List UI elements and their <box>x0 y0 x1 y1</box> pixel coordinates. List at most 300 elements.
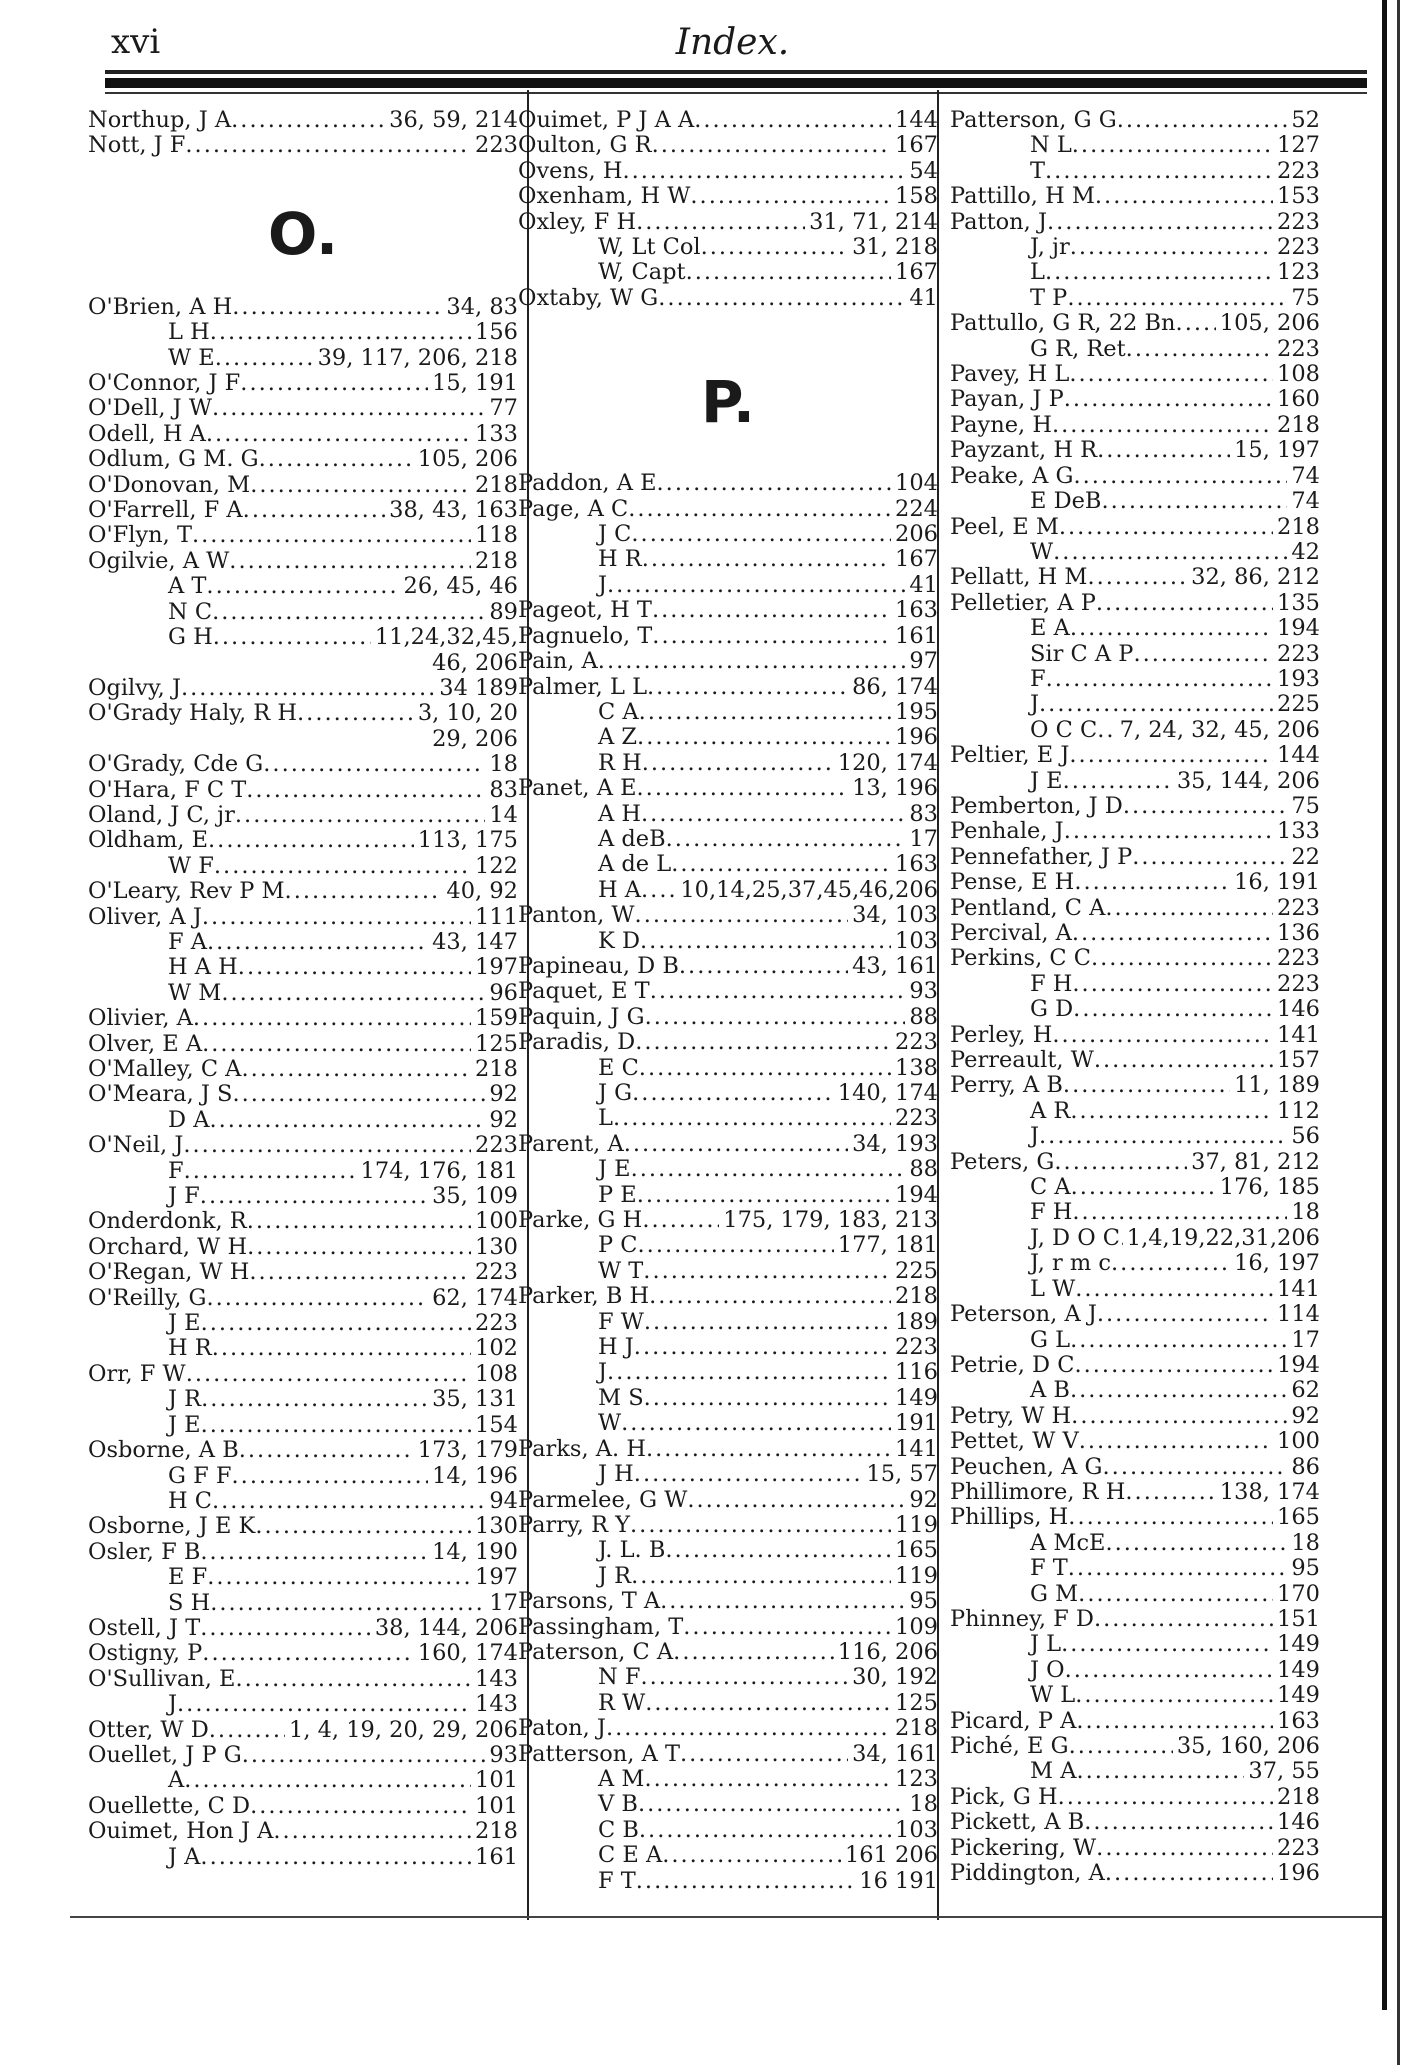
dot-leader <box>1079 1429 1273 1454</box>
index-entry <box>88 108 518 133</box>
entry-name: Piché, E G <box>950 1733 1069 1759</box>
index-entry <box>950 946 1320 971</box>
entry-pages: 30, 192 <box>852 1664 938 1691</box>
entry-pages: 16, 191 <box>1234 869 1320 896</box>
entry-pages: 223 <box>1277 894 1320 921</box>
entry-name: Paddon, A E <box>518 470 657 497</box>
dot-leader <box>634 1462 863 1487</box>
entry-pages: 92 <box>909 1486 938 1513</box>
entry-pages: 151 <box>1277 1605 1320 1632</box>
entry-pages: 176, 185 <box>1219 1174 1320 1201</box>
dot-leader <box>202 905 471 930</box>
index-entry <box>88 133 518 158</box>
entry-pages: 52 <box>1291 107 1320 133</box>
dot-leader <box>637 776 849 801</box>
index-subentry <box>88 981 518 1006</box>
entry-name: J, jr <box>1030 234 1070 261</box>
index-entry-continuation <box>88 727 518 752</box>
index-entry <box>88 1082 518 1107</box>
dot-leader <box>193 1006 471 1031</box>
entry-pages: 146 <box>1277 996 1320 1023</box>
entry-name: J E <box>1030 767 1063 794</box>
entry-name: Pennefather, J P <box>950 843 1133 870</box>
entry-pages: 97 <box>909 648 938 675</box>
dot-leader <box>185 133 471 158</box>
dot-leader <box>1076 1709 1273 1734</box>
dot-leader <box>213 625 371 650</box>
entry-pages: 105, 206 <box>417 446 518 473</box>
dot-leader <box>201 1311 471 1336</box>
entry-name: J G <box>598 1080 633 1106</box>
index-subentry <box>950 540 1320 565</box>
index-entry <box>88 803 518 828</box>
entry-name: Patterson, G G <box>950 107 1117 133</box>
entry-pages: 77 <box>489 395 518 422</box>
entry-name: Perley, H <box>950 1021 1053 1048</box>
dot-leader <box>221 981 485 1006</box>
entry-pages: 43, 161 <box>852 952 938 979</box>
index-entry <box>950 362 1320 387</box>
dot-leader <box>177 1692 471 1717</box>
entry-pages: 144 <box>895 107 938 133</box>
entry-pages: 196 <box>895 724 938 751</box>
index-entry <box>950 1455 1320 1480</box>
index-subentry <box>88 320 518 345</box>
index-entry <box>518 159 938 184</box>
index-subentry <box>950 133 1320 158</box>
index-entry <box>950 108 1320 133</box>
dot-leader <box>259 447 414 472</box>
entry-name: E DeB <box>1030 488 1102 515</box>
entry-pages: 86 <box>1291 1453 1320 1480</box>
index-subentry <box>88 1108 518 1133</box>
index-subentry <box>950 692 1320 717</box>
index-entry <box>88 422 518 447</box>
index-entry <box>518 979 938 1004</box>
entry-name: L H <box>168 319 210 346</box>
dot-leader <box>201 1413 471 1438</box>
index-entry <box>950 591 1320 616</box>
index-subentry <box>950 1277 1320 1302</box>
entry-name: Parker, B H <box>518 1283 650 1310</box>
entry-pages: 22 <box>1291 843 1320 870</box>
index-entry <box>950 896 1320 921</box>
entry-pages: 118 <box>475 522 518 549</box>
page-title: Index. <box>675 22 790 63</box>
footer-rule <box>70 1916 1382 1918</box>
entry-name: Oxenham, H W <box>518 183 691 210</box>
index-entry <box>950 1709 1320 1734</box>
entry-name: W M <box>168 979 222 1006</box>
dot-leader <box>247 1209 471 1234</box>
dot-leader <box>210 1591 485 1616</box>
index-subentry <box>950 1582 1320 1607</box>
entry-pages: 223 <box>1277 335 1320 362</box>
entry-name: Ouellet, J P G <box>88 1741 242 1768</box>
entry-name: A Z <box>598 724 638 751</box>
dot-leader <box>250 1794 471 1819</box>
index-subentry <box>518 1056 938 1081</box>
entry-name: W E <box>168 344 215 371</box>
entry-pages: 54 <box>909 157 938 184</box>
entry-pages: 40, 92 <box>446 878 518 905</box>
entry-name: Peuchen, A G <box>950 1453 1103 1480</box>
dot-leader <box>1123 794 1288 819</box>
entry-name: E F <box>168 1564 208 1591</box>
entry-name: S H <box>168 1589 211 1616</box>
entry-pages: 194 <box>1277 615 1320 642</box>
entry-name: A R <box>1030 1097 1071 1124</box>
entry-pages: 224 <box>895 495 938 522</box>
index-subentry <box>950 260 1320 285</box>
entry-name: Ouimet, Hon J A <box>88 1818 274 1845</box>
dot-leader <box>1078 1582 1273 1607</box>
dot-leader <box>181 676 435 701</box>
index-subentry <box>518 751 938 776</box>
entry-name: M A <box>1030 1758 1077 1785</box>
entry-pages: 218 <box>1277 513 1320 540</box>
entry-pages: 194 <box>1277 1351 1320 1378</box>
entry-name: H C <box>168 1487 212 1514</box>
entry-pages: 29, 206 <box>432 725 518 752</box>
index-entry <box>518 286 938 311</box>
dot-leader <box>200 1184 428 1209</box>
dot-leader <box>231 108 385 133</box>
entry-name: R H <box>598 749 642 776</box>
entry-pages: 93 <box>489 1741 518 1768</box>
entry-name: Parmelee, G W <box>518 1486 688 1513</box>
index-column-3 <box>950 108 1320 1886</box>
dot-leader <box>642 547 891 572</box>
index-subentry <box>518 1386 938 1411</box>
index-subentry <box>950 1124 1320 1149</box>
index-entry <box>88 879 518 904</box>
index-subentry <box>950 1099 1320 1124</box>
index-subentry <box>518 573 938 598</box>
entry-name: Pain, A <box>518 648 598 675</box>
entry-pages: 170 <box>1277 1580 1320 1607</box>
index-entry <box>950 1429 1320 1454</box>
entry-name: Pense, E H <box>950 869 1075 896</box>
dot-leader <box>200 1845 471 1870</box>
entry-name: T P <box>1030 284 1068 311</box>
dot-leader <box>628 497 891 522</box>
entry-pages: 138 <box>895 1054 938 1081</box>
entry-pages: 75 <box>1291 284 1320 311</box>
entry-name: Patterson, A T <box>518 1740 680 1767</box>
dot-leader <box>1070 1099 1273 1124</box>
entry-pages: 113, 175 <box>417 827 518 854</box>
entry-name: Pemberton, J D <box>950 792 1123 819</box>
dot-leader <box>1046 667 1273 692</box>
index-subentry <box>518 1310 938 1335</box>
dot-leader <box>642 751 834 776</box>
dot-leader <box>694 108 891 133</box>
index-entry <box>950 565 1320 590</box>
entry-name: Orchard, W H <box>88 1233 248 1260</box>
dot-leader <box>639 1056 891 1081</box>
entry-pages: 125 <box>475 1030 518 1057</box>
index-subentry <box>518 852 938 877</box>
index-subentry <box>950 972 1320 997</box>
dot-leader <box>238 955 471 980</box>
page-header <box>105 10 1360 63</box>
entry-pages: 116 <box>895 1359 938 1386</box>
dot-leader <box>246 778 485 803</box>
entry-pages: 136 <box>1277 920 1320 946</box>
entry-pages: 116, 206 <box>837 1638 938 1665</box>
dot-leader <box>1126 337 1273 362</box>
entry-name: Ogilvy, J <box>88 674 181 701</box>
entry-name: Odlum, G M. G <box>88 446 259 473</box>
dot-leader <box>1176 311 1216 336</box>
entry-pages: 75 <box>1291 792 1320 819</box>
index-entry <box>950 1505 1320 1530</box>
entry-name: Parke, G H <box>518 1207 643 1234</box>
entry-pages: 31, 71, 214 <box>809 208 938 235</box>
entry-name: Pattillo, H M <box>950 183 1095 210</box>
entry-pages: 133 <box>1277 818 1320 845</box>
dot-leader <box>644 1310 891 1335</box>
entry-name: G H <box>168 624 213 651</box>
dot-leader <box>1097 1302 1273 1327</box>
entry-name: N C <box>168 598 213 625</box>
entry-pages: 43, 147 <box>432 928 518 955</box>
entry-pages: 92 <box>489 1081 518 1108</box>
entry-name: Sir C A P <box>1030 640 1134 667</box>
dot-leader <box>1075 1277 1273 1302</box>
index-subentry <box>950 769 1320 794</box>
index-subentry <box>950 1632 1320 1657</box>
index-entry <box>518 598 938 623</box>
entry-pages: 62, 174 <box>432 1284 518 1311</box>
index-entry <box>950 515 1320 540</box>
dot-leader <box>1063 769 1173 794</box>
entry-name: Paquet, E T <box>518 978 650 1005</box>
entry-name: Olver, E A <box>88 1030 203 1057</box>
index-subentry <box>950 235 1320 260</box>
entry-name: A T <box>168 573 207 600</box>
entry-name: J C <box>598 521 632 548</box>
dot-leader <box>212 1336 471 1361</box>
entry-name: J R <box>598 1562 632 1589</box>
index-subentry <box>518 700 938 725</box>
index-entry <box>518 1488 938 1513</box>
entry-name: Parent, A <box>518 1130 624 1157</box>
dot-leader <box>186 1362 471 1387</box>
dot-leader <box>635 903 849 928</box>
dot-leader <box>1071 1404 1287 1429</box>
index-subentry <box>88 1768 518 1793</box>
dot-leader <box>1045 159 1273 184</box>
index-entry <box>88 1057 518 1082</box>
index-subentry <box>88 930 518 955</box>
entry-name: C A <box>1030 1174 1071 1201</box>
dot-leader <box>645 1691 891 1716</box>
dot-leader <box>662 1843 841 1868</box>
entry-pages: 42 <box>1291 538 1320 565</box>
entry-pages: 218 <box>475 471 518 498</box>
entry-pages: 144 <box>1277 742 1320 769</box>
index-entry <box>950 1073 1320 1098</box>
entry-pages: 17 <box>1291 1326 1320 1353</box>
dot-leader <box>232 1464 429 1489</box>
index-subentry <box>88 1311 518 1336</box>
entry-name: O'Regan, W H <box>88 1259 250 1286</box>
entry-pages: 149 <box>1277 1631 1320 1658</box>
dot-leader <box>622 159 905 184</box>
entry-pages: 62 <box>1291 1377 1320 1404</box>
index-subentry <box>950 1175 1320 1200</box>
index-subentry <box>950 718 1320 743</box>
index-entry <box>88 1616 518 1641</box>
entry-pages: 3, 10, 20 <box>417 700 518 727</box>
entry-pages: 74 <box>1291 462 1320 489</box>
index-entry <box>950 1353 1320 1378</box>
entry-pages: 83 <box>909 800 938 827</box>
entry-name: R W <box>598 1689 646 1716</box>
entry-name: O'Farrell, F A <box>88 497 243 524</box>
entry-name: Ostell, J T <box>88 1614 201 1641</box>
entry-name: O'Grady, Cde G <box>88 751 264 778</box>
entry-pages: 223 <box>1277 970 1320 997</box>
dot-leader <box>215 346 314 371</box>
entry-pages: 88 <box>909 1156 938 1183</box>
entry-name: W T <box>598 1257 644 1284</box>
dot-leader <box>242 1743 486 1768</box>
entry-pages: 223 <box>475 1259 518 1286</box>
index-entry <box>88 1235 518 1260</box>
entry-pages: 149 <box>1277 1682 1320 1709</box>
entry-name: Paton, J <box>518 1715 606 1742</box>
index-subentry <box>518 1462 938 1487</box>
dot-leader <box>1094 1048 1273 1073</box>
index-entry <box>88 905 518 930</box>
entry-pages: 218 <box>475 547 518 574</box>
index-entry <box>518 649 938 674</box>
entry-name: L <box>598 1105 613 1132</box>
entry-name: P E <box>598 1181 637 1208</box>
entry-name: Ouellette, C D <box>88 1792 251 1819</box>
entry-pages: 161 <box>895 622 938 649</box>
index-subentry <box>88 574 518 599</box>
entry-name: J E <box>168 1411 201 1438</box>
index-entry <box>518 1589 938 1614</box>
dot-leader <box>285 879 443 904</box>
entry-name: W L <box>1030 1682 1076 1709</box>
entry-name: F T <box>598 1867 636 1894</box>
index-entry <box>88 1794 518 1819</box>
entry-name: Parks, A. H <box>518 1435 646 1462</box>
index-subentry <box>518 1564 938 1589</box>
entry-pages: 223 <box>1277 157 1320 184</box>
dot-leader <box>683 1615 891 1640</box>
index-subentry <box>88 1565 518 1590</box>
entry-name: Pettet, W V <box>950 1428 1079 1455</box>
index-subentry <box>518 1818 938 1843</box>
index-subentry <box>950 1378 1320 1403</box>
entry-pages: 223 <box>895 1334 938 1361</box>
dot-leader <box>240 371 428 396</box>
entry-pages: 223 <box>1277 1834 1320 1861</box>
entry-pages: 86, 174 <box>852 673 938 700</box>
index-subentry <box>950 1759 1320 1784</box>
index-entry <box>518 1208 938 1233</box>
entry-pages: 18 <box>1291 1199 1320 1226</box>
entry-name: Papineau, D B <box>518 952 679 979</box>
index-subentry <box>518 1843 938 1868</box>
entry-pages: 101 <box>475 1767 518 1794</box>
entry-pages: 218 <box>475 1056 518 1082</box>
dot-leader <box>642 1208 719 1233</box>
index-entry <box>518 1132 938 1157</box>
entry-pages: 15, 197 <box>1234 437 1320 464</box>
dot-leader <box>630 1513 891 1538</box>
entry-name: Peel, E M <box>950 513 1059 540</box>
entry-name: J. L. B <box>598 1537 666 1564</box>
entry-name: O'Flyn, T <box>88 522 192 549</box>
header-rule-thick <box>105 78 1367 88</box>
dot-leader <box>212 1489 485 1514</box>
entry-pages: 196 <box>1277 1860 1320 1887</box>
entry-name: J H <box>598 1461 634 1488</box>
entry-pages: 223 <box>475 132 518 159</box>
index-subentry <box>950 1531 1320 1556</box>
index-subentry <box>950 667 1320 692</box>
entry-name: W, Lt Col <box>598 234 701 261</box>
entry-pages: 108 <box>475 1360 518 1387</box>
index-entry <box>88 1641 518 1666</box>
entry-name: T <box>1030 157 1046 184</box>
entry-name: Pellatt, H M <box>950 564 1088 591</box>
index-column-1 <box>88 108 518 1870</box>
index-subentry <box>88 1591 518 1616</box>
index-entry <box>88 1133 518 1158</box>
entry-name: N L <box>1030 132 1072 159</box>
index-entry <box>518 1437 938 1462</box>
entry-name: W F <box>168 852 214 879</box>
entry-name: O C C <box>1030 716 1098 743</box>
dot-leader <box>209 1718 285 1743</box>
dot-leader <box>690 184 891 209</box>
dot-leader <box>239 1438 414 1463</box>
entry-name: Passingham, T <box>518 1613 684 1640</box>
entry-name: F <box>168 1157 184 1184</box>
entry-name: Panet, A E <box>518 775 637 802</box>
entry-name: F <box>1030 665 1046 692</box>
dot-leader <box>635 1030 891 1055</box>
entry-name: Peters, G <box>950 1148 1055 1175</box>
dot-leader <box>212 396 485 421</box>
entry-pages: 143 <box>475 1665 518 1692</box>
index-entry <box>950 870 1320 895</box>
index-entry <box>950 1836 1320 1861</box>
dot-leader <box>640 1665 848 1690</box>
entry-name: J, D O C <box>1030 1224 1121 1251</box>
dot-leader <box>241 1057 471 1082</box>
entry-pages: 41 <box>909 284 938 311</box>
entry-pages: 15, 57 <box>866 1461 938 1488</box>
entry-name: Pattullo, G R, 22 Bn <box>950 310 1176 337</box>
dot-leader <box>1072 921 1273 946</box>
entry-name: N F <box>598 1664 641 1691</box>
dot-leader <box>665 1538 891 1563</box>
index-entry <box>518 1030 938 1055</box>
dot-leader <box>1067 286 1287 311</box>
entry-name: A de L <box>598 851 672 878</box>
dot-leader <box>631 522 891 547</box>
entry-pages: 153 <box>1277 183 1320 210</box>
